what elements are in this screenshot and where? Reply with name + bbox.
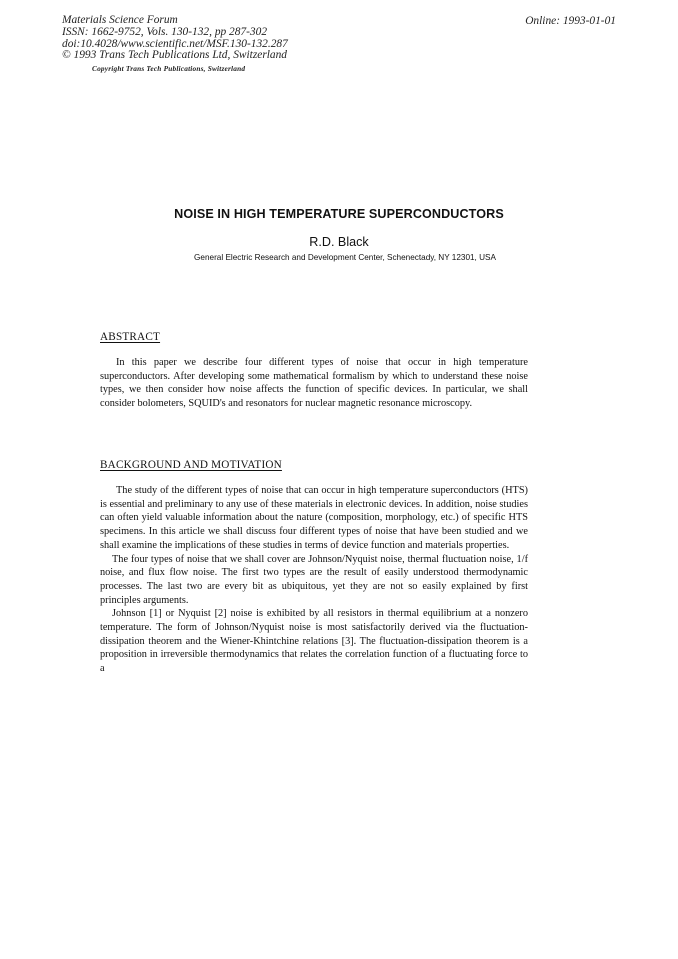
copyright-line: Copyright Trans Tech Publications, Switzerland xyxy=(92,64,246,74)
background-paragraph-1: The study of the different types of noise that can occur in high temperature superconductors (HTS) is essential and preliminary to any use of these materials in electronic devices. In addition, noise studies can often yield valuable information about the nature (composition, morphology, etc.) of specific HTS specimens. In this article we shall discuss four different types of noise that have been studied and we shall examine the implications of these studies in terms of device function and materials properties. xyxy=(100,485,528,551)
abstract-body xyxy=(100,356,528,411)
abstract-paragraph: In this paper we describe four different types of noise that occur in high temperature superconductors. After developing some mathematical formalism by which to understand these noise types, we then consider how noise affects the function of specific devices. In particular, we shall consider bolometers, SQUID's and resonators for nuclear magnetic resonance microscopy. xyxy=(100,357,528,410)
paper-author: R.D. Black xyxy=(309,235,369,249)
background-body xyxy=(100,484,528,676)
journal-header xyxy=(62,15,288,75)
paper-title: NOISE IN HIGH TEMPERATURE SUPERCONDUCTORS xyxy=(174,207,504,221)
abstract-heading: ABSTRACT xyxy=(100,331,161,343)
background-heading: BACKGROUND AND MOTIVATION xyxy=(100,459,282,471)
journal-copyright: © 1993 Trans Tech Publications Ltd, Switzerland xyxy=(62,49,287,62)
paper-affiliation: General Electric Research and Development Center, Schenectady, NY 12301, USA xyxy=(194,253,496,262)
journal-doi: doi:10.4028/www.scientific.net/MSF.130-132.287 xyxy=(62,37,288,50)
background-paragraph-2: The four types of noise that we shall cover are Johnson/Nyquist noise, thermal fluctuation noise, 1/f noise, and flux flow noise. The first two types are the result of easily understood thermodynamic processes. The last two are every bit as ubiquitous, yet they are not so easily explained by first principles arguments. xyxy=(100,553,528,606)
journal-name: Materials Science Forum xyxy=(62,14,178,26)
background-paragraph-3: Johnson [1] or Nyquist [2] noise is exhibited by all resistors in thermal equilibrium at a nonzero temperature. The form of Johnson/Nyquist noise is most satisfactorily derived via the fluctuation-dissipation theorem and the Wiener-Khintchine relations [3]. The fluctuation-dissipation theorem is a proposition in irreversible thermodynamics that relates the correlation function of a fluctuating force to a xyxy=(100,608,528,675)
journal-issn: ISSN: 1662-9752, Vols. 130-132, pp 287-302 xyxy=(62,25,268,38)
online-date: Online: 1993-01-01 xyxy=(525,15,616,27)
